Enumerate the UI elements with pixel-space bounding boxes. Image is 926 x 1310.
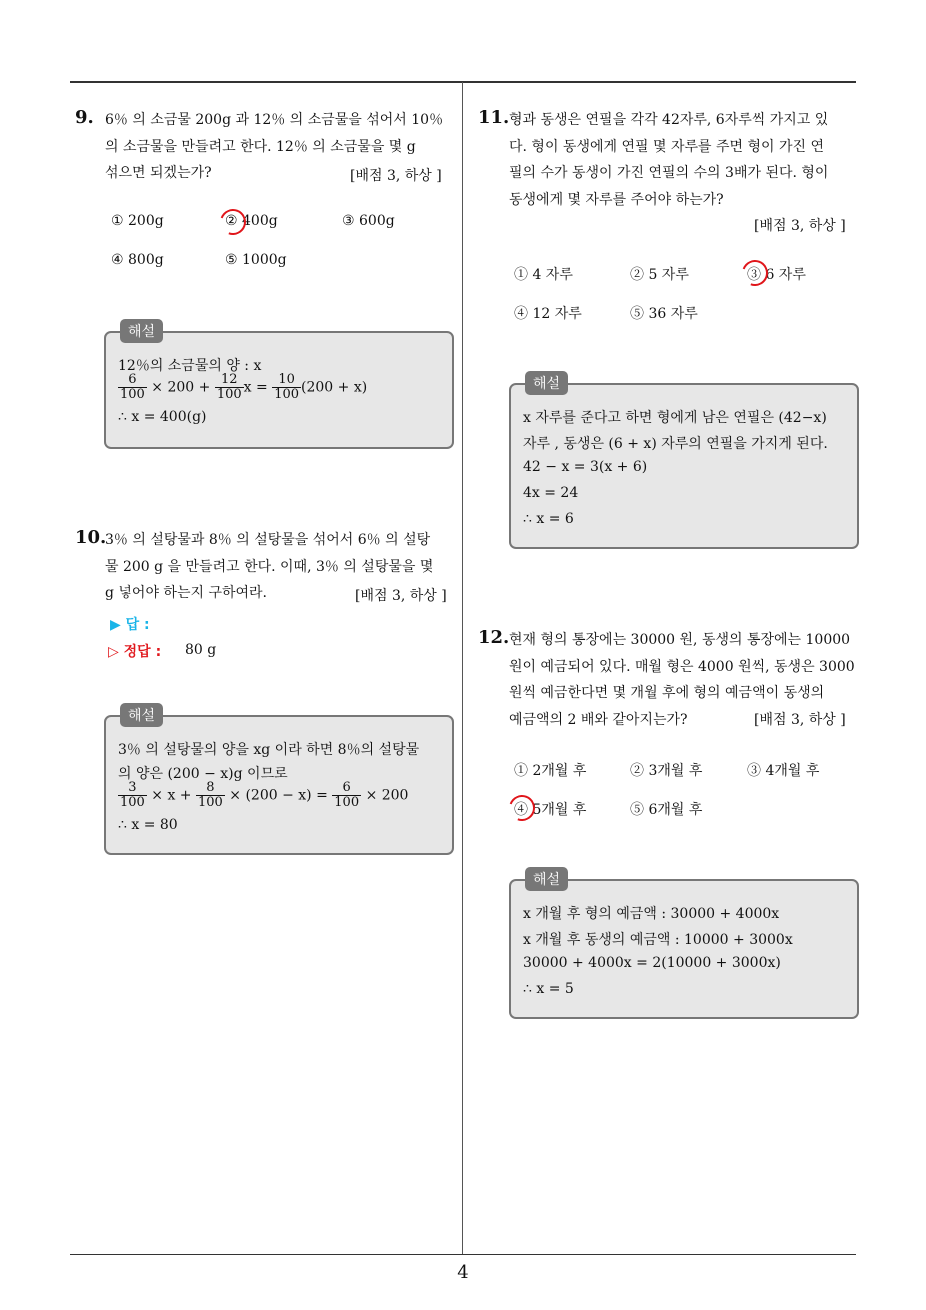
- choice-4[interactable]: ④ 12 자루: [514, 306, 582, 322]
- fraction: $\frac{6}{100}$: [120, 372, 145, 402]
- question-12: [478, 627, 858, 737]
- question-line: 원씩 예금한다면 몇 개월 후에 형의 예금액이 동생의: [509, 685, 825, 701]
- question-number: 12.: [478, 627, 510, 648]
- question-line: 6％ 의 소금물 200g 과 12％ 의 소금물을 섞어서 10％: [105, 112, 444, 128]
- fraction: $\frac{6}{100}$: [334, 780, 360, 810]
- explanation-line: 자루 , 동생은 (6 + x) 자루의 연필을 가지게 된다.: [523, 436, 828, 452]
- explanation-line: 30000 + 4000x = 2(10000 + 3000x): [523, 955, 781, 971]
- choice-4[interactable]: ④ 800g: [111, 252, 164, 268]
- question-text: [509, 107, 828, 213]
- column-divider: [462, 82, 463, 1254]
- selected-answer-mark-icon: [738, 256, 773, 291]
- explanation-line: 42 − x = 3(x + 6): [523, 459, 648, 475]
- score-meta: [배점 3, 하상 ]: [754, 712, 846, 728]
- explanation-tag: 해설: [525, 371, 568, 395]
- explanation-line: ∴ x = 6: [523, 511, 574, 527]
- explanation-line: 3％ 의 설탕물의 양을 xg 이라 하면 8％의 설탕물: [118, 742, 420, 758]
- score-meta: [배점 3, 하상 ]: [754, 218, 846, 234]
- fraction: $\frac{8}{100}$: [198, 780, 223, 810]
- choice-1[interactable]: ① 2개월 후: [514, 763, 587, 779]
- question-line: 다. 형이 동생에게 연필 몇 자루를 주면 형이 가진 연: [509, 138, 824, 155]
- explanation-box: [509, 872, 859, 1019]
- explanation-line: ∴ x = 80: [118, 817, 178, 833]
- selected-answer-mark-icon: [505, 791, 540, 826]
- question-line: 필의 수가 동생이 가진 연필의 수의 3배가 된다. 형이: [509, 165, 829, 181]
- choice-2[interactable]: ② 5 자루: [630, 267, 689, 283]
- top-rule: [70, 81, 856, 83]
- explanation-box: [509, 376, 859, 549]
- explanation-line: ∴ x = 400(g): [118, 409, 207, 425]
- choice-5[interactable]: ⑤ 6개월 후: [630, 802, 703, 818]
- explanation-tag: 해설: [525, 867, 568, 891]
- question-line: 형과 동생은 연필을 각각 42자루, 6자루씩 가지고 있: [509, 112, 829, 128]
- explanation-equation: $\frac{3}{100}$ × x + $\frac{8}{100}$ × (200 − x) = $\frac{6}{100}$ × 200: [120, 780, 409, 810]
- fraction: $\frac{10}{100}$: [274, 372, 300, 402]
- question-line: 물 200 g 을 만들려고 한다. 이때, 3％ 의 설탕물을 몇: [105, 558, 434, 575]
- answer-label: ▶ 답 :: [110, 617, 150, 633]
- question-line: 섞으면 되겠는가?: [105, 165, 212, 181]
- explanation-line: 12％의 소금물의 양 : x: [118, 358, 262, 374]
- choice-4[interactable]: ④ 5개월 후: [514, 802, 587, 818]
- question-number: 10.: [75, 527, 107, 548]
- question-line: g 넣어야 하는지 구하여라.: [105, 585, 268, 601]
- question-line: 의 소금물을 만들려고 한다. 12％ 의 소금물을 몇 g: [105, 138, 416, 155]
- choice-3[interactable]: ③ 600g: [342, 213, 395, 229]
- score-meta: [배점 3, 하상 ]: [350, 168, 442, 184]
- explanation-tag: 해설: [120, 703, 163, 727]
- question-number: 11.: [478, 107, 510, 128]
- explanation-line: ∴ x = 5: [523, 981, 574, 997]
- choice-2[interactable]: ② 3개월 후: [630, 763, 703, 779]
- question-number: 9.: [75, 107, 94, 128]
- explanation-box: [104, 324, 454, 449]
- choice-2[interactable]: ② 400g: [225, 213, 278, 229]
- bottom-rule: [70, 1254, 856, 1255]
- question-line: 동생에게 몇 자루를 주어야 하는가?: [509, 191, 724, 208]
- explanation-line: x 자루를 준다고 하면 형에게 남은 연필은 (42−x): [523, 410, 827, 426]
- score-meta: [배점 3, 하상 ]: [355, 588, 447, 604]
- question-11: [478, 107, 858, 237]
- question-line: 현재 형의 통장에는 30000 원, 동생의 통장에는 10000: [509, 632, 851, 648]
- explanation-equation: $\frac{6}{100}$ × 200 + $\frac{12}{100}$ x = $\frac{10}{100}$ (200 + x): [120, 372, 368, 402]
- explanation-line: x 개월 후 동생의 예금액 : 10000 + 3000x: [523, 932, 793, 948]
- question-line: 원이 예금되어 있다. 매월 형은 4000 원씩, 동생은 3000: [509, 658, 855, 675]
- question-line: 3％ 의 설탕물과 8％ 의 설탕물을 섞어서 6％ 의 설탕: [105, 532, 431, 548]
- choice-3[interactable]: ③ 6 자루: [747, 267, 806, 283]
- fraction: $\frac{12}{100}$: [216, 372, 242, 402]
- choice-1[interactable]: ① 4 자루: [514, 267, 573, 283]
- choice-5[interactable]: ⑤ 36 자루: [630, 306, 698, 322]
- explanation-tag: 해설: [120, 319, 163, 343]
- page-number: 4: [457, 1262, 469, 1283]
- fraction: $\frac{3}{100}$: [120, 780, 145, 810]
- choice-3[interactable]: ③ 4개월 후: [747, 763, 820, 779]
- explanation-line: 4x = 24: [523, 485, 579, 501]
- correct-answer-label: ▷ 정답 :: [108, 644, 162, 660]
- correct-answer-value: 80 g: [185, 642, 217, 658]
- explanation-box: [104, 708, 454, 855]
- choice-1[interactable]: ① 200g: [111, 213, 164, 229]
- choice-5[interactable]: ⑤ 1000g: [225, 252, 287, 268]
- question-line: 예금액의 2 배와 같아지는가?: [509, 711, 688, 728]
- explanation-line: 의 양은 (200 − x)g 이므로: [118, 766, 288, 782]
- explanation-line: x 개월 후 형의 예금액 : 30000 + 4000x: [523, 906, 780, 922]
